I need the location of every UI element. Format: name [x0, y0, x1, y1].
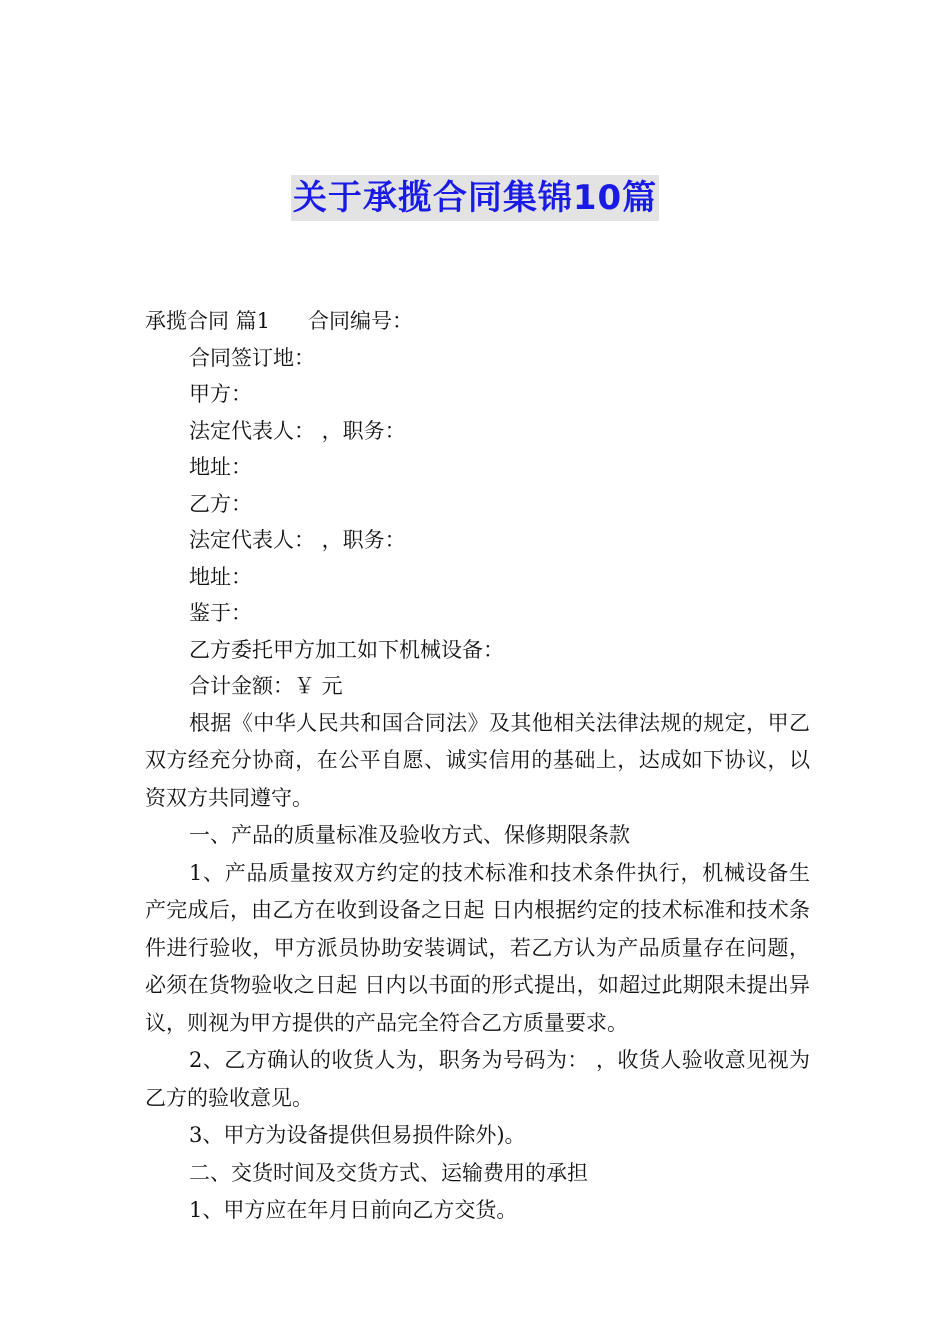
paragraph-quality-3: 3、甲方为设备提供但易损件除外)。	[189, 1123, 526, 1147]
field-whereas: 鉴于：	[189, 601, 252, 625]
contract-section-label: 承揽合同 篇1	[145, 309, 271, 333]
field-party-a-address: 地址：	[189, 455, 252, 479]
title-container	[0, 175, 950, 221]
paragraph-quality-2: 2、乙方确认的收货人为，职务为号码为： ，收货人验收意见视为乙方的验收意见。	[145, 1048, 810, 1110]
field-signing-place: 合同签订地：	[189, 345, 315, 370]
field-party-a-representative: 法定代表人： ，职务：	[189, 418, 406, 443]
document-title: 关于承揽合同集锦10篇	[291, 175, 659, 221]
field-party-a: 甲方：	[189, 382, 252, 406]
contract-number-label: 合同编号：	[308, 309, 414, 333]
paragraph-delivery-1: 1、甲方应在年月日前向乙方交货。	[189, 1198, 518, 1222]
field-party-b-representative: 法定代表人： ，职务：	[189, 528, 406, 552]
field-total-amount: 合计金额：￥ 元	[189, 674, 343, 698]
field-party-b: 乙方：	[189, 491, 252, 516]
section-heading-quality: 一、产品的质量标准及验收方式、保修期限条款	[189, 823, 630, 847]
field-party-b-address: 地址：	[189, 564, 252, 589]
document-body	[145, 303, 810, 1230]
field-equipment: 乙方委托甲方加工如下机械设备：	[189, 637, 504, 662]
paragraph-quality-1: 1、产品质量按双方约定的技术标准和技术条件执行，机械设备生产完成后，由乙方在收到设备之日起 日内根据约定的技术标准和技术条件进行验收，甲方派员协助安装调试，若乙方认为产品质量存在问题，必须在货物验收之日起 日内以书面的形式提出，如超过此期限未提出异议，则视为甲方提供的产品完全符合乙方质量要求。	[145, 860, 810, 1035]
section-heading-delivery: 二、交货时间及交货方式、运输费用的承担	[189, 1160, 588, 1185]
contract-header-line	[145, 303, 810, 340]
paragraph-preamble: 根据《中华人民共和国合同法》及其他相关法律法规的规定，甲乙双方经充分协商，在公平自愿、诚实信用的基础上，达成如下协议，以资双方共同遵守。	[145, 710, 810, 810]
